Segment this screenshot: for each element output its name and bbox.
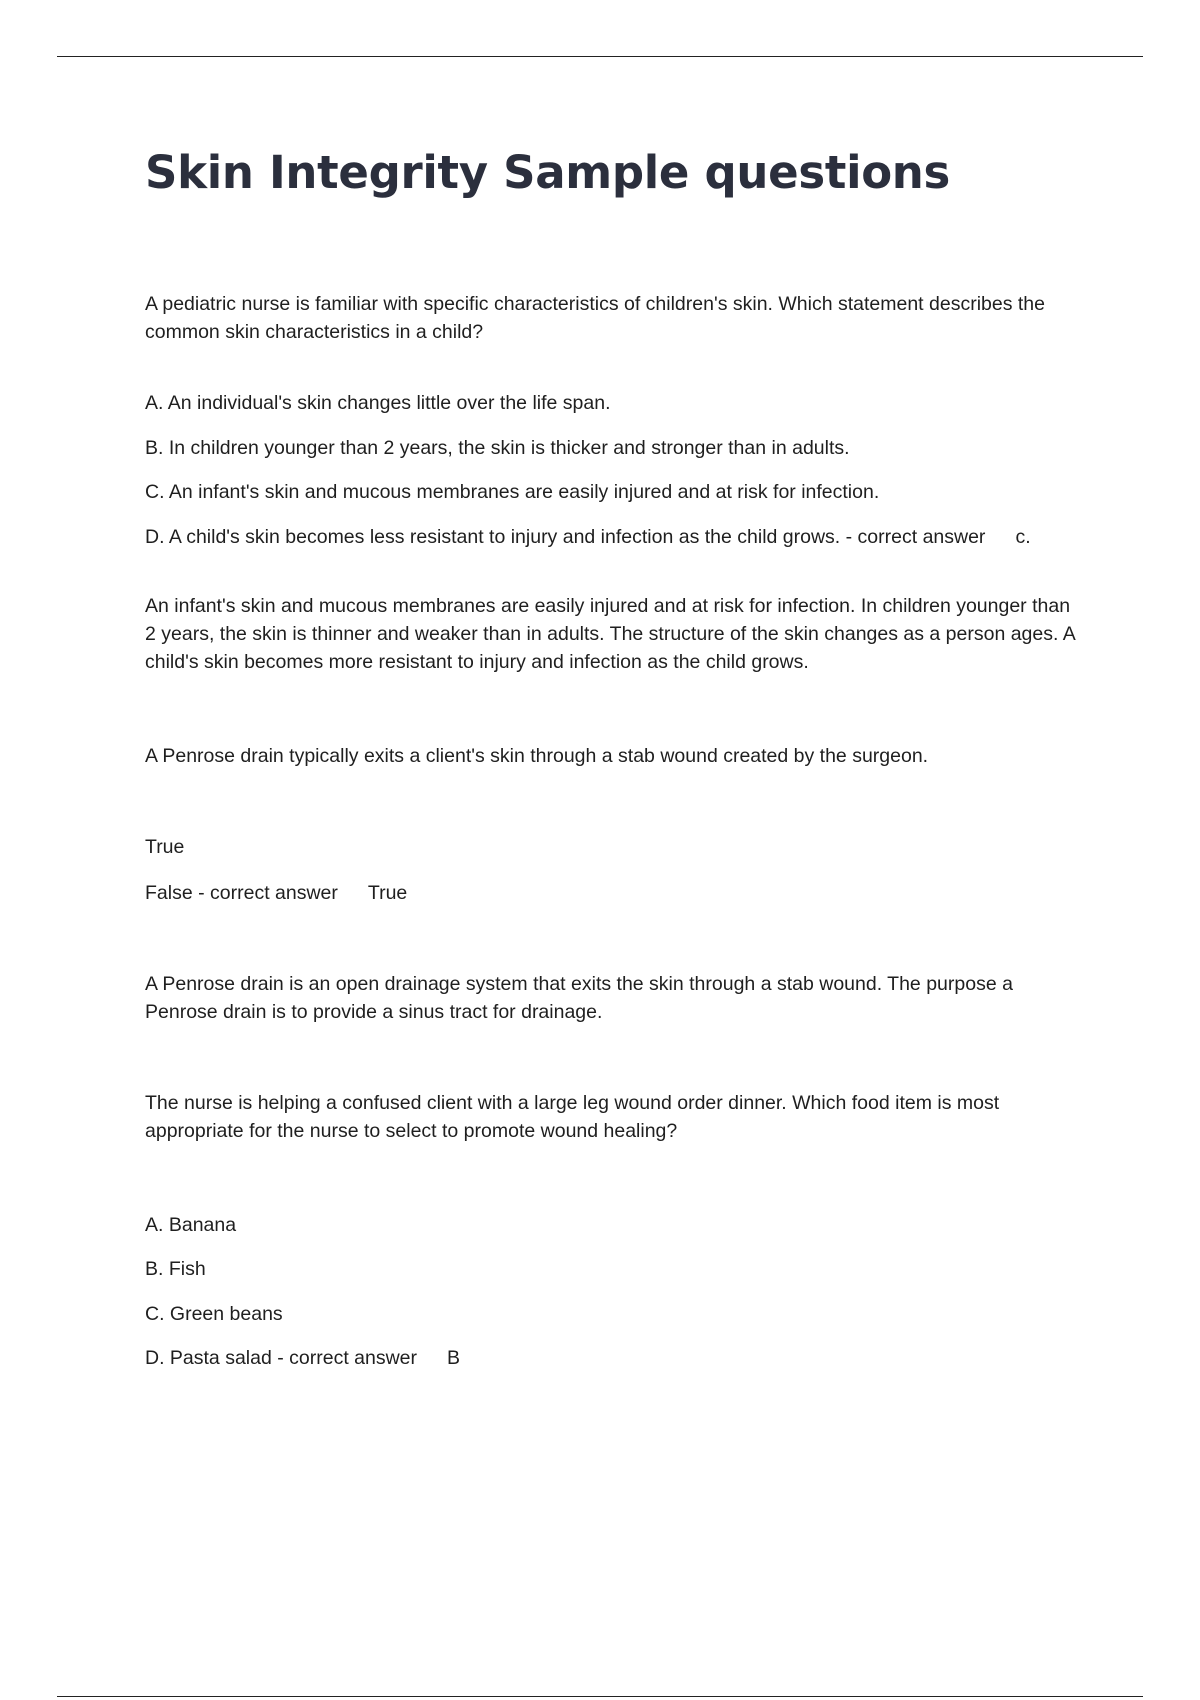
question-3-stem: The nurse is helping a confused client with a large leg wound order dinner. Which food item is most appropriate for the nurse to select to promote wound healing? <box>145 1092 1000 1142</box>
document-title: Skin Integrity Sample questions <box>145 146 951 199</box>
bottom-rule <box>57 1696 1143 1697</box>
question-2-rationale: A Penrose drain is an open drainage system that exits the skin through a stab wound. The purpose a Penrose drain is to provide a sinus tract for drainage. <box>145 973 1013 1023</box>
question-1-option-d-row <box>145 523 1031 551</box>
question-1-option-a: A. An individual's skin changes little over the life span. <box>145 392 611 414</box>
question-1-option-b: B. In children younger than 2 years, the skin is thicker and stronger than in adults. <box>145 437 850 459</box>
question-3-option-b: B. Fish <box>145 1258 206 1280</box>
top-rule <box>57 56 1143 57</box>
question-3-option-d-row <box>145 1344 460 1372</box>
question-1-rationale: An infant's skin and mucous membranes are easily injured and at risk for infection. In children younger than 2 years, the skin is thinner and weaker than in adults. The structure of the skin changes as a person ages. A child's skin becomes more resistant to injury and infection as the child grows. <box>145 595 1075 673</box>
question-2-option-false-row <box>145 879 407 907</box>
question-1-option-c: C. An infant's skin and mucous membranes are easily injured and at risk for infection. <box>145 481 880 503</box>
question-3-option-d: D. Pasta salad - correct answer <box>145 1347 418 1369</box>
question-1-option-d: D. A child's skin becomes less resistant to injury and infection as the child grows. - correct answer <box>145 526 986 548</box>
question-1-answer: c. <box>1015 526 1031 548</box>
question-2-option-false: False - correct answer <box>145 882 338 904</box>
question-2-answer: True <box>367 882 408 904</box>
question-3-option-c: C. Green beans <box>145 1303 283 1325</box>
question-1-stem: A pediatric nurse is familiar with specific characteristics of children's skin. Which statement describes the common skin characteristics in a child? <box>145 293 1045 343</box>
question-2-option-true: True <box>145 836 185 858</box>
question-2-stem: A Penrose drain typically exits a client's skin through a stab wound created by the surgeon. <box>145 745 929 767</box>
question-3-option-a: A. Banana <box>145 1214 237 1236</box>
question-3-answer: B <box>447 1347 461 1369</box>
